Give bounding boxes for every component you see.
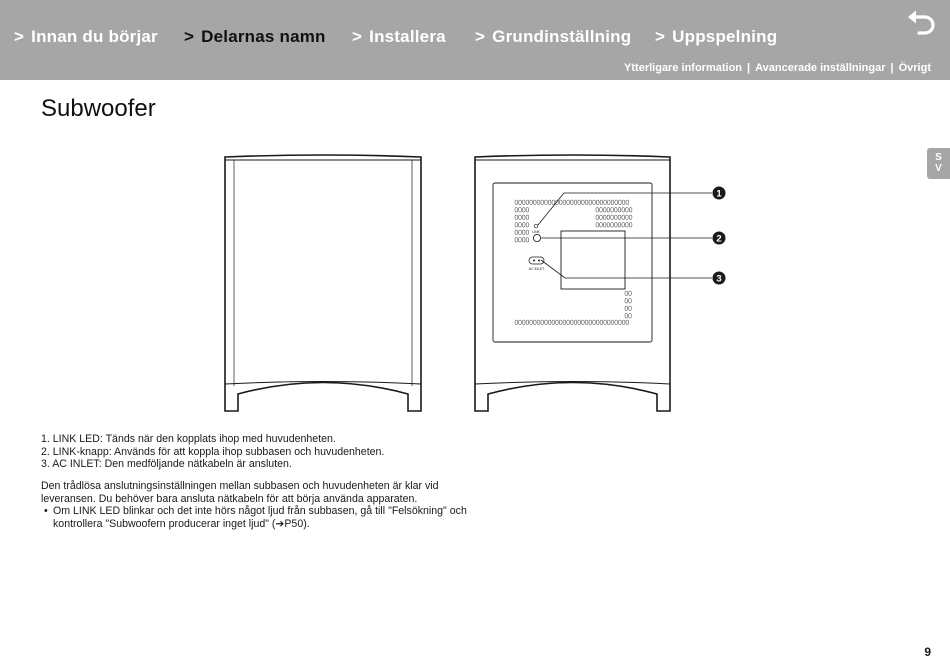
- tab-label: Innan du börjar: [31, 27, 158, 46]
- tab-label: Grundinställning: [492, 27, 632, 46]
- tab-grundinstallning[interactable]: [475, 27, 631, 47]
- header-bar: [0, 0, 950, 80]
- chevron-right-icon: >: [352, 27, 363, 46]
- tab-label: Delarnas namn: [201, 27, 326, 46]
- return-arrow-icon[interactable]: [905, 9, 937, 39]
- bullet-item: [41, 505, 471, 530]
- callout-2: [713, 232, 726, 245]
- callout-1: [713, 187, 726, 200]
- link-led: [534, 224, 538, 228]
- separator: |: [747, 62, 751, 74]
- sub-navigation: [624, 62, 931, 74]
- ac-inlet-label: AC INLET: [528, 267, 545, 271]
- language-tab[interactable]: [927, 148, 950, 179]
- lang-letter-2: V: [935, 163, 942, 174]
- page-number: 9: [924, 645, 931, 659]
- svg-text:3: 3: [716, 273, 722, 285]
- chevron-right-icon: >: [14, 27, 25, 46]
- chevron-right-icon: >: [475, 27, 486, 46]
- bullet-end: ).: [303, 517, 310, 530]
- page-title: Subwoofer: [41, 95, 156, 122]
- page-reference-link[interactable]: P50: [284, 517, 304, 530]
- callout-3: [713, 272, 726, 285]
- bullet-dot: •: [44, 505, 48, 517]
- tab-innan-du-borjar[interactable]: [14, 27, 158, 47]
- link-ovrigt[interactable]: Övrigt: [898, 62, 931, 74]
- lang-letter-1: S: [935, 152, 942, 163]
- link-ytterligare-information[interactable]: Ytterligare information: [624, 62, 743, 74]
- subwoofer-front-view: [225, 155, 421, 411]
- tab-installera[interactable]: [352, 27, 446, 47]
- body-text: [41, 480, 471, 530]
- caption-1: 1. LINK LED: Tänds när den kopplats ihop med huvudenheten.: [41, 433, 336, 445]
- subwoofer-diagrams: [220, 148, 740, 418]
- tab-label: Installera: [369, 27, 446, 46]
- caption-2: 2. LINK-knapp: Används för att koppla ihop subbasen och huvudenheten.: [41, 445, 385, 458]
- body-paragraph: Den trådlösa anslutningsinställningen mellan subbasen och huvudenheten är klar vid leveransen. Du behöver bara ansluta nätkabeln för att börja använda apparaten.: [41, 480, 439, 505]
- tab-uppspelning[interactable]: [655, 27, 777, 47]
- caption-3: 3. AC INLET: Den medföljande nätkabeln är ansluten.: [41, 458, 292, 470]
- tab-label: Uppspelning: [672, 27, 778, 46]
- chevron-right-icon: >: [184, 27, 195, 46]
- separator: |: [890, 62, 894, 74]
- led-label: LINK: [532, 230, 540, 234]
- bullet-text: Om LINK LED blinkar och det inte hörs något ljud från subbasen, gå till "Felsökning" och kontrollera "Subwoofern producerar inget ljud" (: [53, 505, 467, 530]
- amplifier-plate: [561, 231, 625, 289]
- chevron-right-icon: >: [655, 27, 666, 46]
- svg-text:2: 2: [716, 233, 722, 245]
- link-button: [533, 234, 540, 241]
- tab-delarnas-namn[interactable]: [184, 27, 326, 47]
- caption-list: [41, 433, 384, 471]
- page-reference-arrow-icon: ➔: [275, 517, 285, 530]
- link-avancerade-installningar[interactable]: Avancerade inställningar: [755, 62, 886, 74]
- svg-text:1: 1: [716, 188, 722, 200]
